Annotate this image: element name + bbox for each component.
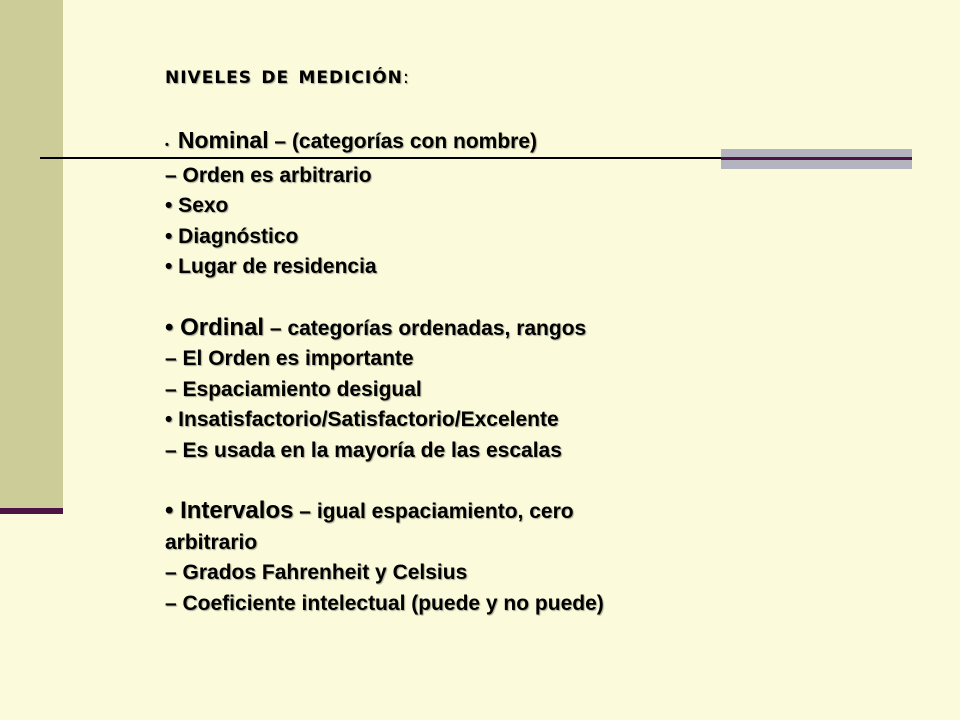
nominal-line: • Lugar de residencia [165, 255, 377, 278]
ordinal-heading [165, 313, 935, 345]
intervalos-line: – Coeficiente intelectual (puede y no puede) [165, 591, 604, 615]
nominal-heading [165, 125, 935, 161]
left-decor-bar [0, 0, 63, 512]
intervalos-line: – Grados Fahrenheit y Celsius [165, 561, 468, 584]
nominal-desc: – (categorías con nombre) [268, 130, 537, 153]
nominal-line: – Orden es arbitrario [165, 163, 372, 187]
nominal-term: Nominal [177, 127, 269, 153]
spacer [165, 283, 935, 313]
intervalos-term: Intervalos [180, 497, 294, 524]
ordinal-line: – Espaciamiento desigual [165, 377, 422, 401]
ordinal-line: • Insatisfactorio/Satisfactorio/Excelente [165, 408, 559, 431]
left-decor-accent [0, 508, 63, 514]
nominal-line: • Sexo [165, 194, 229, 217]
nominal-line: • Diagnóstico [165, 224, 299, 248]
intervalos-desc-cont: arbitrario [165, 530, 258, 554]
ordinal-desc: – categorías ordenadas, rangos [264, 316, 587, 340]
intervalos-desc: – igual espaciamiento, cero [293, 500, 574, 523]
slide-title-colon: : [402, 67, 409, 88]
slide-content [165, 58, 935, 619]
intervalos-bullet: • [165, 497, 181, 524]
ordinal-line: – Es usada en la mayoría de las escalas [165, 438, 562, 462]
nominal-bullet: • [165, 139, 169, 151]
ordinal-bullet: • [165, 313, 181, 341]
ordinal-line: – El Orden es importante [165, 347, 414, 370]
spacer [165, 466, 935, 496]
intervalos-heading [165, 496, 935, 528]
ordinal-term: Ordinal [180, 313, 265, 341]
slide-title [165, 58, 935, 95]
slide-title-text: niveles de medición [165, 61, 403, 89]
